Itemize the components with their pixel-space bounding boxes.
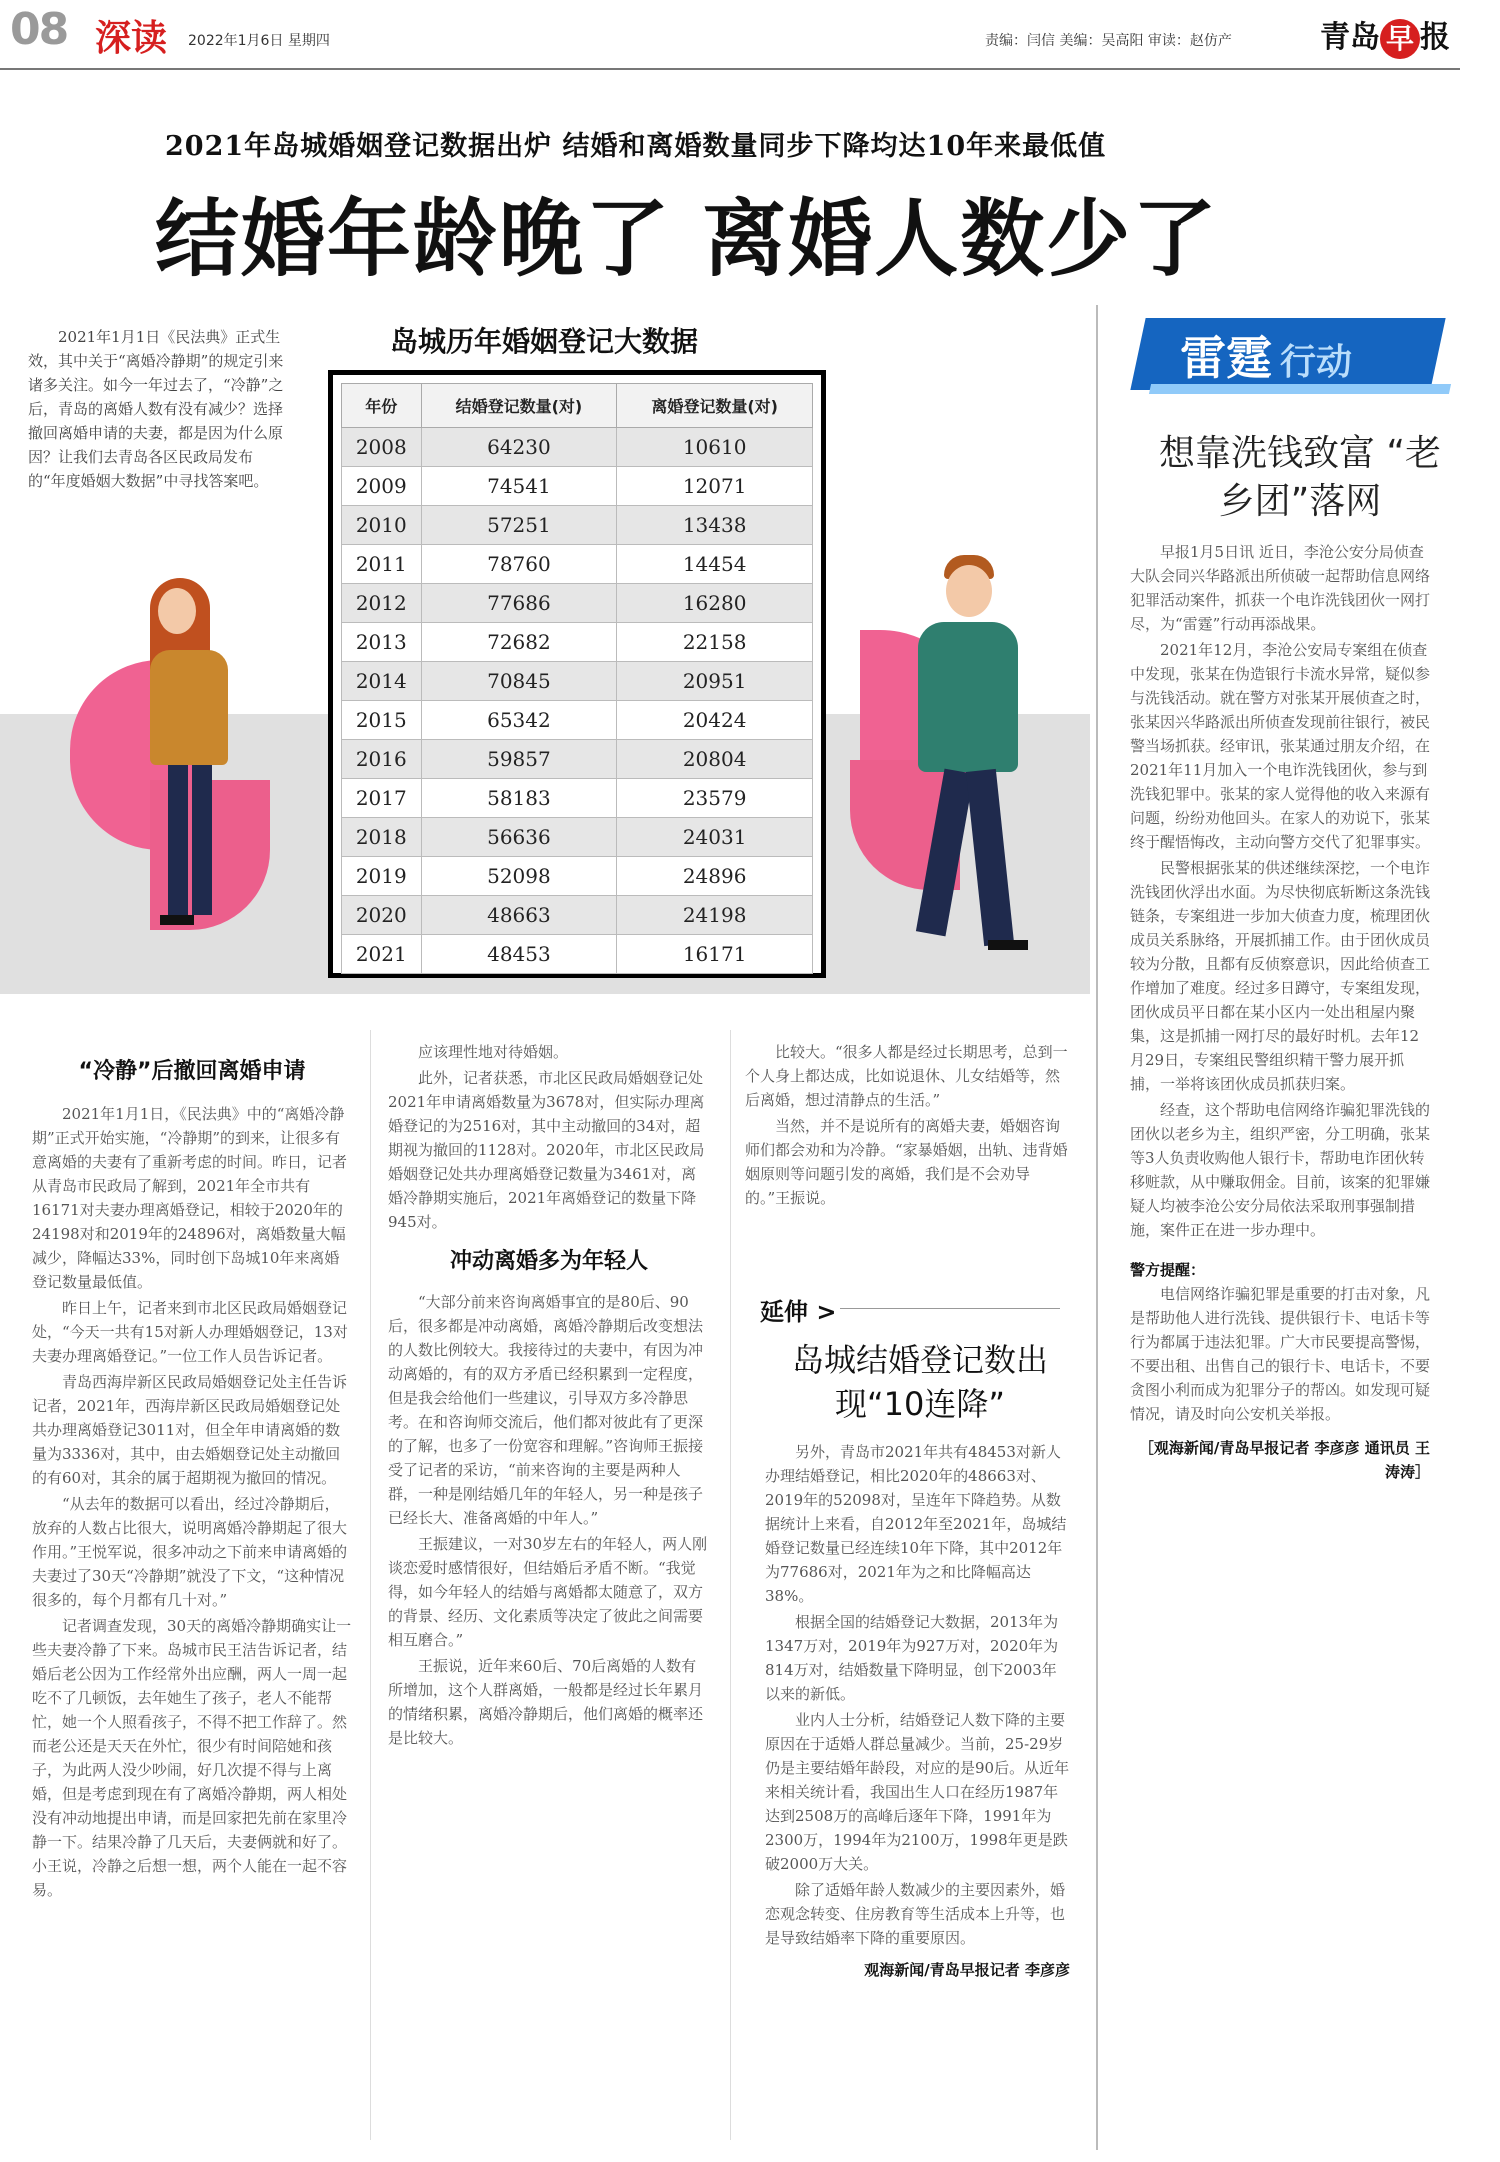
divorce-count-cell: 20424 — [617, 701, 813, 740]
editor-credits: 责编：闫信 美编：吴高阳 审读：赵仿产 — [985, 33, 1232, 49]
marriage-count-cell: 48453 — [421, 935, 617, 974]
year-cell: 2008 — [342, 428, 422, 467]
table-row — [342, 467, 813, 506]
man-figure-shoe — [988, 940, 1028, 950]
table-title: 岛城历年婚姻登记大数据 — [390, 325, 699, 358]
header-rule — [0, 68, 1460, 70]
divorce-count-cell: 22158 — [617, 623, 813, 662]
body-paragraph: “从去年的数据可以看出，经过冷静期后，放弃的人数占比很大，说明离婚冷静期起了很大作用。”王悦军说，很多冲动之下前来申请离婚的夫妻过了30天“冷静期”就没了下文，“这种情况很多的，每个月都有几十对。” — [32, 1495, 348, 1609]
table-row — [342, 545, 813, 584]
marriage-count-cell: 52098 — [421, 857, 617, 896]
column-header-marriages: 结婚登记数量(对) — [421, 384, 617, 428]
page-number: 08 — [10, 4, 68, 55]
marriage-count-cell: 72682 — [421, 623, 617, 662]
body-paragraph: 业内人士分析，结婚登记人数下降的主要原因在于适婚人群总量减少。当前，25-29岁仍是主要结婚年龄段，对应的是90后。从近年来相关统计看，我国出生人口在经历1987年达到2508万的高峰后逐年下降，1991年为2300万，1994年为2100万，1998年更是跌破2000万大关。 — [765, 1711, 1070, 1873]
divorce-count-cell: 13438 — [617, 506, 813, 545]
body-paragraph: 除了适婚年龄人数减少的主要因素外，婚恋观念转变、住房教育等生活成本上升等，也是导致结婚率下降的重要原因。 — [765, 1881, 1066, 1947]
year-cell: 2009 — [342, 467, 422, 506]
body-paragraph: 昨日上午，记者来到市北区民政局婚姻登记处，“今天一共有15对新人办理婚姻登记，13对夫妻办理离婚登记。”一位工作人员告诉记者。 — [32, 1299, 348, 1365]
article-byline: 观海新闻/青岛早报记者 李彦彦 — [864, 1961, 1070, 1979]
table-row — [342, 623, 813, 662]
column-header-divorces: 离婚登记数量(对) — [617, 384, 813, 428]
logo-mark: 早 — [1380, 19, 1420, 59]
year-cell: 2012 — [342, 584, 422, 623]
divorce-count-cell: 20951 — [617, 662, 813, 701]
newspaper-logo — [1320, 12, 1450, 59]
divorce-count-cell: 24198 — [617, 896, 813, 935]
divorce-count-cell: 14454 — [617, 545, 813, 584]
table-header-row — [342, 384, 813, 428]
woman-figure-head — [158, 588, 196, 634]
marriage-count-cell: 56636 — [421, 818, 617, 857]
marriage-count-cell: 48663 — [421, 896, 617, 935]
body-paragraph: 王振说，近年来60后、70后离婚的人数有所增加，这个人群离婚，一般都是经过长年累月的情绪积累，离婚冷静期后，他们离婚的概率还是比较大。 — [388, 1657, 704, 1747]
body-paragraph: 2021年1月1日，《民法典》中的“离婚冷静期”正式开始实施，“冷静期”的到来，让很多有意离婚的夫妻有了重新考虑的时间。昨日，记者从青岛市民政局了解到，2021年全市共有16171对夫妻办理离婚登记，相较于2020年的24198对和2019年的24896对，离婚数量大幅减少，降幅达33%，同时创下岛城10年来离婚登记数量最低值。 — [32, 1105, 348, 1291]
body-paragraph: “大部分前来咨询离婚事宜的是80后、90后，很多都是冲动离婚，离婚冷静期后改变想法的人数比例较大。我接待过的夫妻中，有因为冲动离婚的，有的双方矛盾已经积累到一定程度，但是我会给他们一些建议，引导双方多冷静思考。在和咨询师交流后，他们都对彼此有了更深的了解，也多了一份宽容和理解。”咨询师王振接受了记者的采访，“前来咨询的主要是两种人群，一种是刚结婚几年的年轻人，另一种是孩子已经长大、准备离婚的中年人。” — [388, 1293, 704, 1527]
marriage-count-cell: 57251 — [421, 506, 617, 545]
table-row — [342, 779, 813, 818]
logo-text-right: 报 — [1420, 20, 1450, 55]
marriage-count-cell: 78760 — [421, 545, 617, 584]
operation-badge-label — [1180, 322, 1352, 388]
column-divider — [370, 1030, 371, 2140]
marriage-data-table — [328, 370, 826, 978]
year-cell: 2010 — [342, 506, 422, 545]
body-paragraph: 比较大。“很多人都是经过长期思考，总到一个人身上都达成，比如说退休、儿女结婚等，然后离婚，想过清静点的生活。” — [745, 1043, 1068, 1109]
divorce-count-cell: 23579 — [617, 779, 813, 818]
article-column-1 — [32, 1060, 352, 1904]
year-cell: 2018 — [342, 818, 422, 857]
lead-paragraph: 2021年1月1日《民法典》正式生效，其中关于“离婚冷静期”的规定引来诸多关注。如今一年过去了，“冷静”之后，青岛的离婚人数有没有减少？选择撤回离婚申请的夫妻，都是因为什么原因？让我们去青岛各区民政局发布的“年度婚姻大数据”中寻找答案吧。 — [28, 328, 284, 490]
body-paragraph: 应该理性地对待婚姻。 — [418, 1043, 569, 1061]
table-row — [342, 662, 813, 701]
year-cell: 2015 — [342, 701, 422, 740]
table-row — [342, 896, 813, 935]
extension-body — [765, 1440, 1070, 1982]
body-paragraph: 早报1月5日讯 近日，李沧公安分局侦查大队会同兴华路派出所侦破一起帮助信息网络犯罪活动案件，抓获一个电诈洗钱团伙一网打尽，为“雷霆”行动再添战果。 — [1130, 543, 1431, 633]
year-cell: 2013 — [342, 623, 422, 662]
table-row — [342, 506, 813, 545]
body-paragraph: 青岛西海岸新区民政局婚姻登记处主任告诉记者，2021年，西海岸新区民政局婚姻登记处共办理离婚登记3011对，但全年申请离婚的数量为3336对，其中，由去婚姻登记处主动撤回的有60对，其余的属于超期视为撤回的情况。 — [32, 1373, 348, 1487]
body-paragraph: 2021年12月，李沧公安局专案组在侦查中发现，张某在伪造银行卡流水异常，疑似参与洗钱活动。就在警方对张某开展侦查之时，张某因兴华路派出所侦查发现前往银行，被民警当场抓获。经审讯，张某通过朋友介绍，在2021年11月加入一个电诈洗钱团伙，参与到洗钱犯罪中。张某的家人觉得他的收入来源有问题，纷纷劝他回头。在家人的劝说下，张某终于醒悟悔改，主动向警方交代了犯罪事实。 — [1130, 641, 1431, 851]
divorce-count-cell: 20804 — [617, 740, 813, 779]
year-cell: 2011 — [342, 545, 422, 584]
column-header-year: 年份 — [342, 384, 422, 428]
year-cell: 2019 — [342, 857, 422, 896]
man-figure-body — [918, 622, 1018, 772]
year-cell: 2016 — [342, 740, 422, 779]
year-cell: 2020 — [342, 896, 422, 935]
column-divider — [1096, 305, 1098, 2150]
marriage-count-cell: 74541 — [421, 467, 617, 506]
table-row — [342, 428, 813, 467]
table-row — [342, 935, 813, 974]
sidebar-article-body — [1130, 540, 1430, 1484]
divorce-count-cell: 10610 — [617, 428, 813, 467]
year-cell: 2017 — [342, 779, 422, 818]
badge-main-text: 雷霆 — [1180, 331, 1272, 385]
marriage-count-cell: 58183 — [421, 779, 617, 818]
issue-date: 2022年1月6日 星期四 — [188, 33, 330, 49]
body-paragraph: 当然，并不是说所有的离婚夫妻，婚姻咨询师们都会劝和为冷静。“家暴婚姻，出轨、违背婚姻原则等问题引发的离婚，我们是不会劝导的。”王振说。 — [745, 1117, 1068, 1207]
section-title-young-divorce: 冲动离婚多为年轻人 — [449, 1249, 648, 1274]
divorce-count-cell: 16280 — [617, 584, 813, 623]
logo-text-left: 青岛 — [1320, 20, 1380, 55]
column-divider — [730, 1030, 731, 2140]
article-column-2 — [388, 1040, 710, 1752]
man-figure-head — [946, 565, 992, 617]
divorce-count-cell: 24031 — [617, 818, 813, 857]
body-paragraph: 民警根据张某的供述继续深挖，一个电诈洗钱团伙浮出水面。为尽快彻底斩断这条洗钱链条，专案组进一步加大侦查力度，梳理团伙成员关系脉络，开展抓捕工作。由于团伙成员较为分散，且都有反侦察意识，因此给侦查工作增加了难度。经过多日蹲守，专案组发现，团伙成员平日都在某小区内一处出租屋内聚集，这是抓捕一网打尽的最好时机。去年12月29日，专案组民警组织精干警力展开抓捕，一举将该团伙成员抓获归案。 — [1130, 859, 1431, 1093]
woman-figure-body — [150, 650, 228, 765]
article-headline: 结婚年龄晚了 离婚人数少了 — [155, 190, 1219, 288]
extension-title: 岛城结婚登记数出现“10连降” — [791, 1341, 1048, 1423]
sidebar-article-title: 想靠洗钱致富 “老乡团”落网 — [1158, 433, 1442, 522]
body-paragraph: 王振建议，一对30岁左右的年轻人，两人刚谈恋爱时感情很好，但结婚后矛盾不断。“我觉得，如今年轻人的结婚与离婚都太随意了，双方的背景、经历、文化素质等决定了彼此之间需要相互磨合。” — [388, 1535, 708, 1649]
marriage-count-cell: 59857 — [421, 740, 617, 779]
body-paragraph: 记者调查发现，30天的离婚冷静期确实让一些夫妻冷静了下来。岛城市民王洁告诉记者，结婚后老公因为工作经常外出应酬，两人一周一起吃不了几顿饭，去年她生了孩子，老人不能帮忙，她一个人照看孩子，不得不把工作辞了。然而老公还是天天在外忙，很少有时间陪她和孩子，为此两人没少吵闹，好几次提不得与上离婚，但是考虑到现在有了离婚冷静期，两人相处没有冲动地提出申请，而是回家把先前在家里冷静一下。结果冷静了几天后，夫妻俩就和好了。小王说，冷静之后想一想，两个人能在一起不容易。 — [32, 1617, 352, 1899]
marriage-count-cell: 64230 — [421, 428, 617, 467]
section-title-cooling-off: “冷静”后撤回离婚申请 — [78, 1059, 306, 1084]
woman-figure-leg — [192, 765, 212, 915]
marriage-count-cell: 70845 — [421, 662, 617, 701]
year-cell: 2021 — [342, 935, 422, 974]
table-row — [342, 740, 813, 779]
article-subheadline: 2021年岛城婚姻登记数据出炉 结婚和离婚数量同步下降均达10年来最低值 — [165, 131, 1107, 162]
table-row — [342, 701, 813, 740]
woman-figure-shoe — [160, 915, 194, 925]
body-paragraph: 另外，青岛市2021年共有48453对新人办理结婚登记，相比2020年的48663对、2019年的52098对，呈连年下降趋势。从数据统计上来看，自2012年至2021年，岛城结婚登记数量已经连续10年下降，其中2012年为77686对，2021年为之和比降幅高达38%。 — [765, 1443, 1067, 1605]
table-row — [342, 584, 813, 623]
body-paragraph: 经查，这个帮助电信网络诈骗犯罪洗钱的团伙以老乡为主，组织严密，分工明确，张某等3人负责收购他人银行卡，帮助电诈团伙转移赃款，从中赚取佣金。目前，该案的犯罪嫌疑人均被李沧公安分局依法采取刑事强制措施，案件正在进一步办理中。 — [1130, 1101, 1431, 1239]
body-paragraph: 此外，记者获悉，市北区民政局婚姻登记处2021年申请离婚数量为3678对，但实际办理离婚登记的为2516对，其中主动撤回的34对，超期视为撤回的1128对。2020年，市北区民政局婚姻登记处共办理离婚登记数量为3461对，离婚冷静期实施后，2021年离婚登记的数量下降945对。 — [388, 1069, 705, 1231]
sidebar-byline: ［观海新闻/青岛早报记者 李彦彦 通讯员 王涛涛］ — [1138, 1439, 1430, 1481]
marriage-count-cell: 77686 — [421, 584, 617, 623]
woman-figure-leg — [168, 765, 188, 920]
extension-rule — [840, 1308, 1060, 1309]
badge-sub-text: 行动 — [1280, 342, 1353, 383]
marriage-count-cell: 65342 — [421, 701, 617, 740]
year-cell: 2014 — [342, 662, 422, 701]
divorce-count-cell: 24896 — [617, 857, 813, 896]
body-paragraph: 根据全国的结婚登记大数据，2013年为1347万对，2019年为927万对，2020年为814万对，结婚数量下降明显，创下2003年以来的新低。 — [765, 1613, 1059, 1703]
extension-label: 延伸 > — [760, 1298, 837, 1326]
divorce-count-cell: 16171 — [617, 935, 813, 974]
section-title: 深读 — [95, 18, 168, 59]
table-row — [342, 818, 813, 857]
article-column-3 — [745, 1040, 1070, 1212]
police-tip-title: 警方提醒： — [1130, 1261, 1206, 1279]
divorce-count-cell: 12071 — [617, 467, 813, 506]
police-tip-text: 电信网络诈骗犯罪是重要的打击对象，凡是帮助他人进行洗钱、提供银行卡、电话卡等行为都属于违法犯罪。广大市民要提高警惕，不要出租、出售自己的银行卡、电话卡，不要贪图小利而成为犯罪分子的帮凶。如发现可疑情况，请及时向公安机关举报。 — [1130, 1285, 1431, 1423]
table-row — [342, 857, 813, 896]
